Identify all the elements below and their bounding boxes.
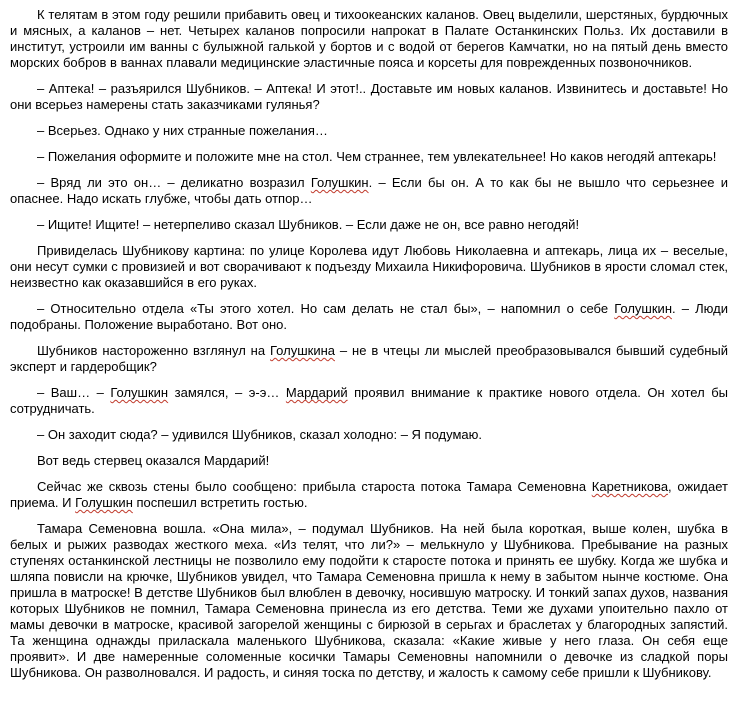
paragraph <box>10 175 728 207</box>
text-run: – Относительно отдела «Ты этого хотел. Но сам делать не стал бы», – напомнил о себе <box>37 301 615 316</box>
text-run: Вот ведь стервец оказался Мардарий! <box>37 453 270 468</box>
text-run: – Вряд ли это он… – деликатно возразил <box>37 175 311 190</box>
paragraph <box>10 427 728 443</box>
misspelled-word: Мардарий <box>285 385 348 400</box>
paragraph <box>10 81 728 113</box>
text-run: . – Если бы он. А то как бы не вышло что серьезнее и опаснее. Надо искать глубже, чтобы дать отпор… <box>10 175 728 206</box>
misspelled-word: Голушкина <box>270 343 335 358</box>
misspelled-word: Голушкин <box>310 175 369 190</box>
text-run: Тамара Семеновна вошла. «Она мила», – подумал Шубников. На ней была короткая, выше колен, шубка в белых и рыжих разводах жесткого меха. «Из телят, что ли?» – мелькнуло у Шубникова. Пребывание на разных ступенях останкинской лестницы не позволило ему подойти к старосте потока и принять ее шубку. Когда же шубка и шляпа повисли на крючке, Шубников увидел, что Тамара Семеновна пришла к нему в забытом нынче костюме. Она пришла в матроске! В детстве Шубников был влюблен в девочку, носившую матроску. И тонкий запах духов, названия которых Шубников не помнил, Тамара Семеновна принесла из его детства. Теми же духами упоительно пахло от мамы девочки в матроске, красивой загорелой женщины с бирюзой в серьгах и браслетах у благородных запястий. Та женщина однажды приласкала маленького Шубникова, сказала: «Какие живые у него глаза. Он себя еще проявит». И две намеренные соломенные косички Тамары Семеновны напомнили о девочке из сладкой поры Шубникова. Он разволновался. И радость, и синяя тоска по детству, и жалость к самому себе пришли к Шубникову. <box>10 521 728 680</box>
text-run: – Он заходит сюда? – удивился Шубников, сказал холодно: – Я подумаю. <box>37 427 483 442</box>
text-run: Сейчас же сквозь стены было сообщено: прибыла староста потока Тамара Семеновна <box>37 479 592 494</box>
paragraph <box>10 149 728 165</box>
text-run: , ожидает приема. И <box>10 479 728 510</box>
text-run: проявил внимание к практике нового отдела. Он хотел бы сотрудничать. <box>10 385 728 416</box>
paragraph <box>10 521 728 681</box>
text-run: – Аптека! – разъярился Шубников. – Аптека! И этот!.. Доставьте им новых каланов. Извинитесь и доставьте! Но они всерьез намерены стать заказчиками гулянья? <box>10 81 728 112</box>
text-run: – Всерьез. Однако у них странные пожелания… <box>37 123 328 138</box>
text-run: К телятам в этом году решили прибавить овец и тихоокеанских каланов. Овец выделили, шерстяных, бурдючных и мясных, а каланов – нет. Четырех каланов попросили напрокат в Палате Останкинских Польз. Их доставили в институт, устроили им ванны с булыжной галькой у бортов и с водой от берегов Камчатки, но на пятый день вместо морских бобров в ваннах плавали медицинские эластичные пояса и корсеты для поврежденных позвоночников. <box>10 7 728 70</box>
text-run: . – Люди подобраны. Положение выработано. Вот оно. <box>10 301 728 332</box>
text-run: – Ищите! Ищите! – нетерпеливо сказал Шубников. – Если даже не он, все равно негодяй! <box>37 217 580 232</box>
paragraph <box>10 217 728 233</box>
text-run: замялся, – э-э… <box>168 385 286 400</box>
text-run: Шубников настороженно взглянул на <box>37 343 270 358</box>
misspelled-word: Голушкин <box>614 301 672 316</box>
text-run: – Ваш… – <box>37 385 111 400</box>
paragraph <box>10 453 728 469</box>
misspelled-word: Голушкин <box>75 495 133 510</box>
paragraph <box>10 343 728 375</box>
paragraph <box>10 7 728 71</box>
paragraph <box>10 385 728 417</box>
paragraph <box>10 243 728 291</box>
text-run: – Пожелания оформите и положите мне на стол. Чем страннее, тем увлекательнее! Но каков негодяй аптекарь! <box>37 149 717 164</box>
paragraph <box>10 123 728 139</box>
paragraph <box>10 301 728 333</box>
misspelled-word: Голушкин <box>110 385 169 400</box>
text-content <box>10 7 728 681</box>
text-run: Привиделась Шубникову картина: по улице Королева идут Любовь Николаевна и аптекарь, лица их – веселые, они несут сумки с провизией и вот сворачивают к подъезду Михаила Никифоровича. Шубников в ярости сломал стек, неизвестно как оказавшийся в его руках. <box>10 243 728 290</box>
paragraph <box>10 479 728 511</box>
text-run: поспешил встретить гостью. <box>132 495 308 510</box>
text-run: – не в чтецы ли мыслей преобразовывался бывший судебный эксперт и гардеробщик? <box>10 343 728 374</box>
misspelled-word: Каретникова <box>591 479 669 494</box>
